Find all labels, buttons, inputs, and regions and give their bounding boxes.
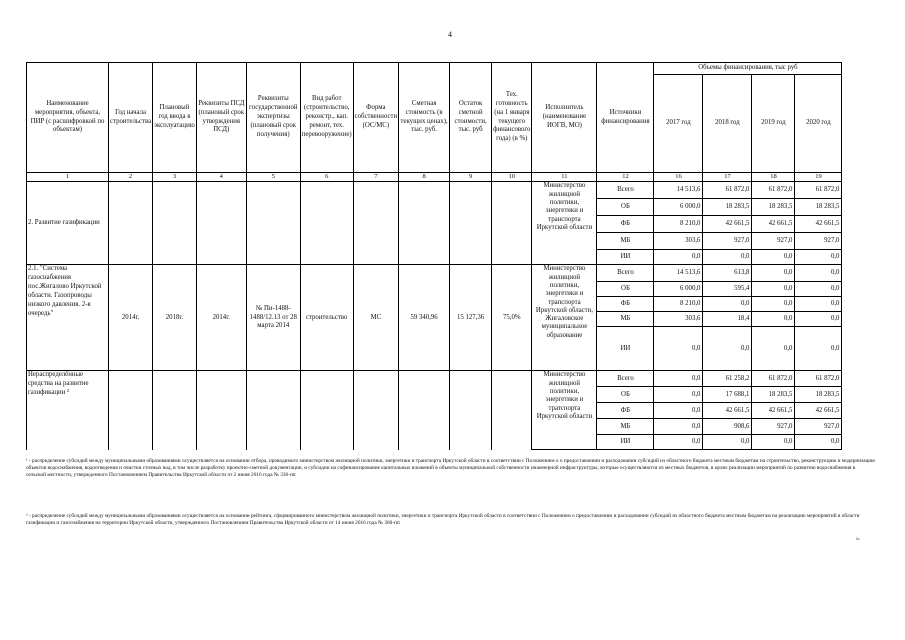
financing-table — [26, 62, 842, 450]
funding-value: 0,0 — [654, 371, 703, 387]
column-number: 12 — [597, 173, 654, 182]
funding-value: 595,4 — [703, 282, 752, 297]
ownership-form: МС — [353, 265, 399, 371]
funding-value: 0,0 — [795, 297, 842, 312]
funding-value: 303,6 — [654, 233, 703, 250]
footnote-1: ¹ - распределение субсидий между муниципальными образованиями осуществляется на основании отбора, проводимого министерством жилищной политики, энергетики и транспорта Иркутской области в соответствии с Положением о о предоставлении и расходовании субсидий из областного бюджета местным бюджетам на строительство, реконструкцию и модернизацию объектов водоснабжения, водоотведения и очистки сточных вод, в том числе разработку проектно-сметной документации, и субсидии на софинансирование капитальных вложений в объекты муниципальной собственности инженерной инфраструктуры, которые осуществляются из местных бюджетов, в целях реализации мероприятий по развитию водоснабжения в сельской местности, утвержденного Постановлением Правительства Иркутской области от 2 июня 2016 года № 336-пп — [26, 458, 876, 479]
funding-value: 0,0 — [795, 282, 842, 297]
funding-value: 0,0 — [654, 250, 703, 265]
funding-value: 0,0 — [795, 265, 842, 282]
funding-value: 6 000,0 — [654, 282, 703, 297]
funding-value: 8 210,0 — [654, 216, 703, 233]
funding-value: 0,0 — [752, 282, 795, 297]
funding-value: 0,0 — [795, 312, 842, 327]
work-type — [300, 371, 353, 450]
funding-value: 18 283,5 — [703, 199, 752, 216]
object-name: 2. Развитие газификации — [27, 182, 109, 265]
funding-value: 0,0 — [795, 327, 842, 371]
funding-value: 42 661,5 — [703, 403, 752, 419]
funding-value: 927,0 — [795, 233, 842, 250]
header-remainder: Остаток сметной стоимости, тыс. руб — [450, 63, 492, 173]
financing-table-container — [26, 62, 842, 450]
remainder-cost — [450, 371, 492, 450]
funding-value: 908,6 — [703, 419, 752, 435]
estimate-cost — [399, 371, 450, 450]
column-number: 11 — [532, 173, 597, 182]
funding-source: ОБ — [597, 199, 654, 216]
funding-value: 613,8 — [703, 265, 752, 282]
readiness — [492, 182, 532, 265]
funding-value: 0,0 — [752, 265, 795, 282]
header-start-year: Год начала строительства — [109, 63, 153, 173]
funding-value: 0,0 — [752, 250, 795, 265]
start-year — [109, 182, 153, 265]
header-year-2018: 2018 год — [703, 75, 752, 173]
funding-source: ИИ — [597, 250, 654, 265]
header-expertise: Реквизиты государственной экспертизы (плановый срок получения) — [246, 63, 300, 173]
column-number: 4 — [196, 173, 246, 182]
column-number: 1 — [27, 173, 109, 182]
funding-value: 0,0 — [654, 403, 703, 419]
start-year: 2014г. — [109, 265, 153, 371]
column-number: 10 — [492, 173, 532, 182]
funding-value: 0,0 — [703, 250, 752, 265]
funding-source: ФБ — [597, 297, 654, 312]
funding-source: МБ — [597, 233, 654, 250]
expertise-details — [246, 182, 300, 265]
funding-source: ИИ — [597, 435, 654, 450]
header-estimate: Сметная стоимость (в текущих ценах), тыс. руб. — [399, 63, 450, 173]
executor: Министерство жилищной политики, энергетики и тратспорта Иркутской области — [532, 371, 597, 450]
table-row — [27, 265, 842, 282]
funding-source: ФБ — [597, 403, 654, 419]
work-type: строительство — [300, 265, 353, 371]
commission-year — [153, 182, 197, 265]
funding-value: 927,0 — [795, 419, 842, 435]
column-number: 16 — [654, 173, 703, 182]
expertise-details: № Пи-1488-1488/12.13 от 28 марта 2014 — [246, 265, 300, 371]
funding-value: 42 661,5 — [795, 403, 842, 419]
header-year-2020: 2020 год — [795, 75, 842, 173]
ownership-form — [353, 182, 399, 265]
funding-value: 927,0 — [752, 419, 795, 435]
funding-value: 0,0 — [752, 312, 795, 327]
funding-value: 18 283,5 — [752, 387, 795, 403]
column-number: 9 — [450, 173, 492, 182]
readiness: 75,0% — [492, 265, 532, 371]
header-year-2017: 2017 год — [654, 75, 703, 173]
funding-source: ФБ — [597, 216, 654, 233]
funding-value: 61 872,0 — [795, 182, 842, 199]
funding-value: 0,0 — [703, 327, 752, 371]
funding-value: 0,0 — [752, 297, 795, 312]
start-year — [109, 371, 153, 450]
funding-value: 18 283,5 — [795, 199, 842, 216]
psd-details: 2014г. — [196, 265, 246, 371]
funding-value: 0,0 — [654, 327, 703, 371]
funding-source: МБ — [597, 419, 654, 435]
funding-value: 18,4 — [703, 312, 752, 327]
header-funding-source: Источники финансирования — [597, 63, 654, 173]
funding-value: 61 872,0 — [703, 182, 752, 199]
footnote-2: ² - распределение субсидий между муниципальными образованиями осуществляется на основании рейтинга, сформированного министерством жилищной политики, энергетики и транспорта Иркутской области в соответствии с Положением о предоставлении и расходовании субсидий из областного бюджета местным бюджетам на реализацию мероприятий в области газификации и газоснабжения на территории Иркутской области, утвержденного Постановлением Правительства Иркутской области от 14 июня 2016 года № 360-пп — [26, 513, 860, 527]
remainder-cost: 15 127,36 — [450, 265, 492, 371]
funding-value: 61 872,0 — [795, 371, 842, 387]
column-number: 5 — [246, 173, 300, 182]
funding-value: 927,0 — [703, 233, 752, 250]
funding-source: Всего — [597, 265, 654, 282]
funding-value: 0,0 — [795, 435, 842, 450]
table-sections — [27, 182, 842, 450]
expertise-details — [246, 371, 300, 450]
page-number: 4 — [448, 30, 452, 39]
psd-details — [196, 182, 246, 265]
header-year-2019: 2019 год — [752, 75, 795, 173]
column-number: 17 — [703, 173, 752, 182]
funding-value: 61 872,0 — [752, 182, 795, 199]
funding-value: 42 661,5 — [752, 403, 795, 419]
funding-source: ОБ — [597, 282, 654, 297]
commission-year: 2018г. — [153, 265, 197, 371]
header-work-type: Вид работ (строительство, реконстр., кап. ремонт, тех. перевооружение) — [300, 63, 353, 173]
funding-value: 6 000,0 — [654, 199, 703, 216]
funding-value: 61 872,0 — [752, 371, 795, 387]
funding-value: 14 513,6 — [654, 265, 703, 282]
ownership-form — [353, 371, 399, 450]
column-number: 7 — [353, 173, 399, 182]
remainder-cost — [450, 182, 492, 265]
estimate-cost — [399, 182, 450, 265]
funding-source: ОБ — [597, 387, 654, 403]
estimate-cost: 59 340,96 — [399, 265, 450, 371]
funding-value: 14 513,6 — [654, 182, 703, 199]
funding-value: 42 661,5 — [752, 216, 795, 233]
readiness — [492, 371, 532, 450]
funding-value: 61 258,2 — [703, 371, 752, 387]
executor: Министерство жилищной политики, энергетики и трапспорта Иркутской области, Жигаловское муниципальное образование — [532, 265, 597, 371]
funding-value: 0,0 — [654, 387, 703, 403]
funding-value: 42 661,5 — [795, 216, 842, 233]
funding-value: 0,0 — [654, 435, 703, 450]
work-type — [300, 182, 353, 265]
corner-mark: ». — [856, 536, 861, 542]
funding-value: 0,0 — [703, 297, 752, 312]
funding-value: 17 688,1 — [703, 387, 752, 403]
funding-source: ИИ — [597, 327, 654, 371]
column-number: 19 — [795, 173, 842, 182]
column-number: 6 — [300, 173, 353, 182]
funding-value: 0,0 — [703, 435, 752, 450]
funding-value: 0,0 — [795, 250, 842, 265]
funding-value: 303,6 — [654, 312, 703, 327]
psd-details — [196, 371, 246, 450]
header-ownership: Форма собственности (ОС/МС) — [353, 63, 399, 173]
column-number: 2 — [109, 173, 153, 182]
header-funding-volume: Объемы финансирования, тыс руб — [654, 63, 842, 75]
funding-value: 18 283,5 — [752, 199, 795, 216]
funding-value: 18 283,5 — [795, 387, 842, 403]
column-number: 3 — [153, 173, 197, 182]
object-name: Нераспределённые средства на развитие газификации ² — [27, 371, 109, 450]
funding-value: 0,0 — [654, 419, 703, 435]
commission-year — [153, 371, 197, 450]
header-commission-year: Плановый год ввода в эксплуатацию — [153, 63, 197, 173]
funding-source: Всего — [597, 182, 654, 199]
funding-value: 8 210,0 — [654, 297, 703, 312]
funding-value: 0,0 — [752, 435, 795, 450]
header-readiness: Тех. готовность (на 1 января текущего финансового года) (в %) — [492, 63, 532, 173]
header-name: Наименование мероприятия, объекта, ПИР (с расшифровкой по объектам) — [27, 63, 109, 173]
object-name: 2.1. "Система газоснабжения пос.Жигалово Иркутской области. Газопроводы низкого давления. 2-я очередь" — [27, 265, 109, 371]
table-row — [27, 182, 842, 199]
executor: Министерство жилищной политики, энергетики и транспорта Иркутской области — [532, 182, 597, 265]
header-psd: Реквизиты ПСД (плановый срок утверждения ПСД) — [196, 63, 246, 173]
table-row — [27, 371, 842, 387]
header-executor: Исполнитель (наименование ИОГВ, МО) — [532, 63, 597, 173]
funding-source: МБ — [597, 312, 654, 327]
column-number: 8 — [399, 173, 450, 182]
funding-value: 0,0 — [752, 327, 795, 371]
column-number: 18 — [752, 173, 795, 182]
funding-source: Всего — [597, 371, 654, 387]
funding-value: 927,0 — [752, 233, 795, 250]
funding-value: 42 661,5 — [703, 216, 752, 233]
